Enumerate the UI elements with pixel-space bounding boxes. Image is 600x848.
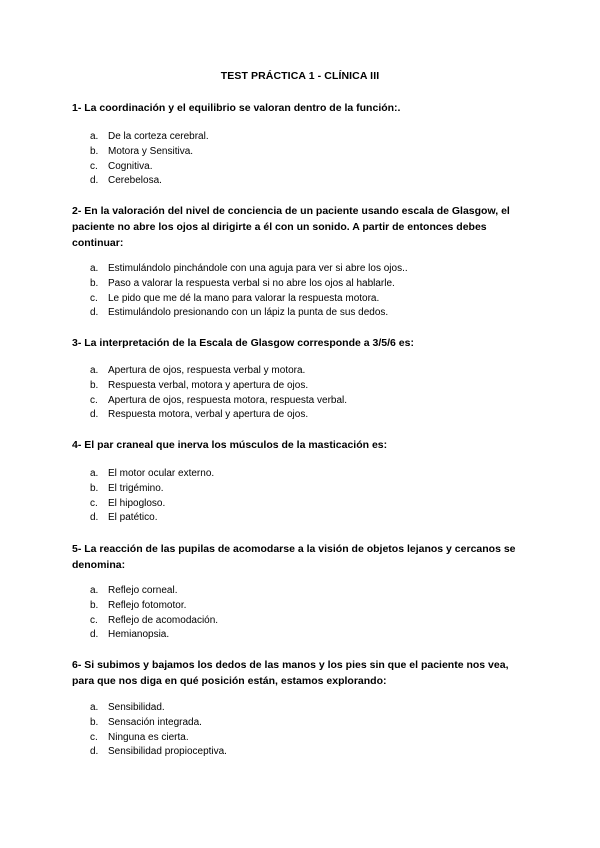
option-3b (90, 379, 347, 394)
option-letter: a. (90, 365, 99, 376)
option-text: El patético. (108, 512, 158, 524)
option-letter: b. (90, 277, 99, 289)
question-2-options (90, 262, 408, 321)
option-5c (90, 614, 218, 629)
option-letter: a. (90, 263, 99, 274)
option-letter: c. (90, 160, 98, 172)
question-6-options (90, 701, 227, 760)
option-letter: d. (90, 175, 99, 187)
question-3-text: 3- La interpretación de la Escala de Glasgow corresponde a 3/5/6 es: (72, 337, 414, 349)
option-6b (90, 716, 227, 731)
option-letter: d. (90, 307, 99, 319)
option-6a (90, 701, 227, 716)
question-5-options (90, 584, 218, 643)
option-letter: b. (90, 599, 99, 611)
option-3a (90, 364, 347, 379)
option-letter: b. (90, 379, 99, 391)
option-4a (90, 467, 214, 482)
option-text: Ninguna es cierta. (108, 731, 189, 743)
option-5a (90, 584, 218, 599)
option-text: Estimulándolo pinchándole con una aguja para ver si abre los ojos.. (108, 263, 408, 274)
option-text: Sensibilidad propioceptiva. (108, 746, 227, 758)
option-4c (90, 497, 214, 512)
question-4-text: 4- El par craneal que inerva los músculos de la masticación es: (72, 439, 388, 451)
question-1-options (90, 130, 209, 189)
option-text: Respuesta motora, verbal y apertura de ojos. (108, 409, 309, 421)
option-letter: b. (90, 482, 99, 494)
option-text: El trigémino. (108, 482, 164, 494)
option-text: Motora y Sensitiva. (108, 145, 194, 157)
option-text: Reflejo de acomodación. (108, 614, 219, 626)
question-5-text: 5- La reacción de las pupilas de acomodarse a la visión de objetos lejanos y cercanos se denomina: (72, 543, 516, 571)
option-letter: b. (90, 145, 99, 157)
option-text: Sensación integrada. (108, 716, 202, 728)
option-2b (90, 277, 408, 292)
option-text: El hipogloso. (108, 497, 166, 509)
option-letter: a. (90, 702, 99, 713)
option-4b (90, 482, 214, 497)
option-text: Apertura de ojos, respuesta motora, respuesta verbal. (108, 394, 348, 406)
option-1d (90, 174, 209, 189)
option-6d (90, 745, 227, 760)
option-letter: c. (90, 731, 98, 743)
option-letter: c. (90, 292, 98, 304)
option-text: Sensibilidad. (108, 702, 165, 713)
option-text: Cerebelosa. (108, 175, 162, 187)
option-letter: d. (90, 629, 99, 641)
option-letter: a. (90, 585, 99, 596)
option-1b (90, 145, 209, 160)
option-2c (90, 292, 408, 307)
option-letter: d. (90, 746, 99, 758)
option-text: Apertura de ojos, respuesta verbal y motora. (108, 365, 306, 376)
option-5b (90, 599, 218, 614)
question-1-text: 1- La coordinación y el equilibrio se valoran dentro de la función:. (72, 102, 401, 114)
option-4d (90, 511, 214, 526)
option-letter: a. (90, 131, 99, 142)
question-6-text: 6- Si subimos y bajamos los dedos de las manos y los pies sin que el paciente nos vea, para que nos diga en qué posición están, estamos explorando: (72, 659, 509, 687)
option-letter: c. (90, 394, 98, 406)
option-3d (90, 408, 347, 423)
question-3-options (90, 364, 347, 423)
option-text: Le pido que me dé la mano para valorar la respuesta motora. (108, 292, 380, 304)
option-letter: c. (90, 614, 98, 626)
option-2a (90, 262, 408, 277)
option-text: El motor ocular externo. (108, 468, 215, 479)
option-text: Reflejo fotomotor. (108, 599, 187, 611)
option-text: Reflejo corneal. (108, 585, 178, 596)
question-4-options (90, 467, 214, 526)
page-title: TEST PRÁCTICA 1 - CLÍNICA III (220, 70, 380, 82)
option-text: Paso a valorar la respuesta verbal si no abre los ojos al hablarle. (108, 277, 395, 289)
option-text: Hemianopsia. (108, 629, 170, 641)
option-6c (90, 731, 227, 746)
option-1c (90, 160, 209, 175)
option-letter: d. (90, 409, 99, 421)
question-2-text: 2- En la valoración del nivel de conciencia de un paciente usando escala de Glasgow, el paciente no abre los ojos al dirigirte a él con un sonido. A partir de entonces debes continuar: (72, 205, 510, 249)
option-text: Cognitiva. (108, 160, 153, 172)
option-1a (90, 130, 209, 145)
option-5d (90, 628, 218, 643)
option-2d (90, 306, 408, 321)
option-letter: c. (90, 497, 98, 509)
option-text: De la corteza cerebral. (108, 131, 209, 142)
option-text: Respuesta verbal, motora y apertura de ojos. (108, 379, 309, 391)
option-3c (90, 394, 347, 409)
option-letter: b. (90, 716, 99, 728)
option-letter: a. (90, 468, 99, 479)
option-letter: d. (90, 512, 99, 524)
option-text: Estimulándolo presionando con un lápiz la punta de sus dedos. (108, 307, 389, 319)
